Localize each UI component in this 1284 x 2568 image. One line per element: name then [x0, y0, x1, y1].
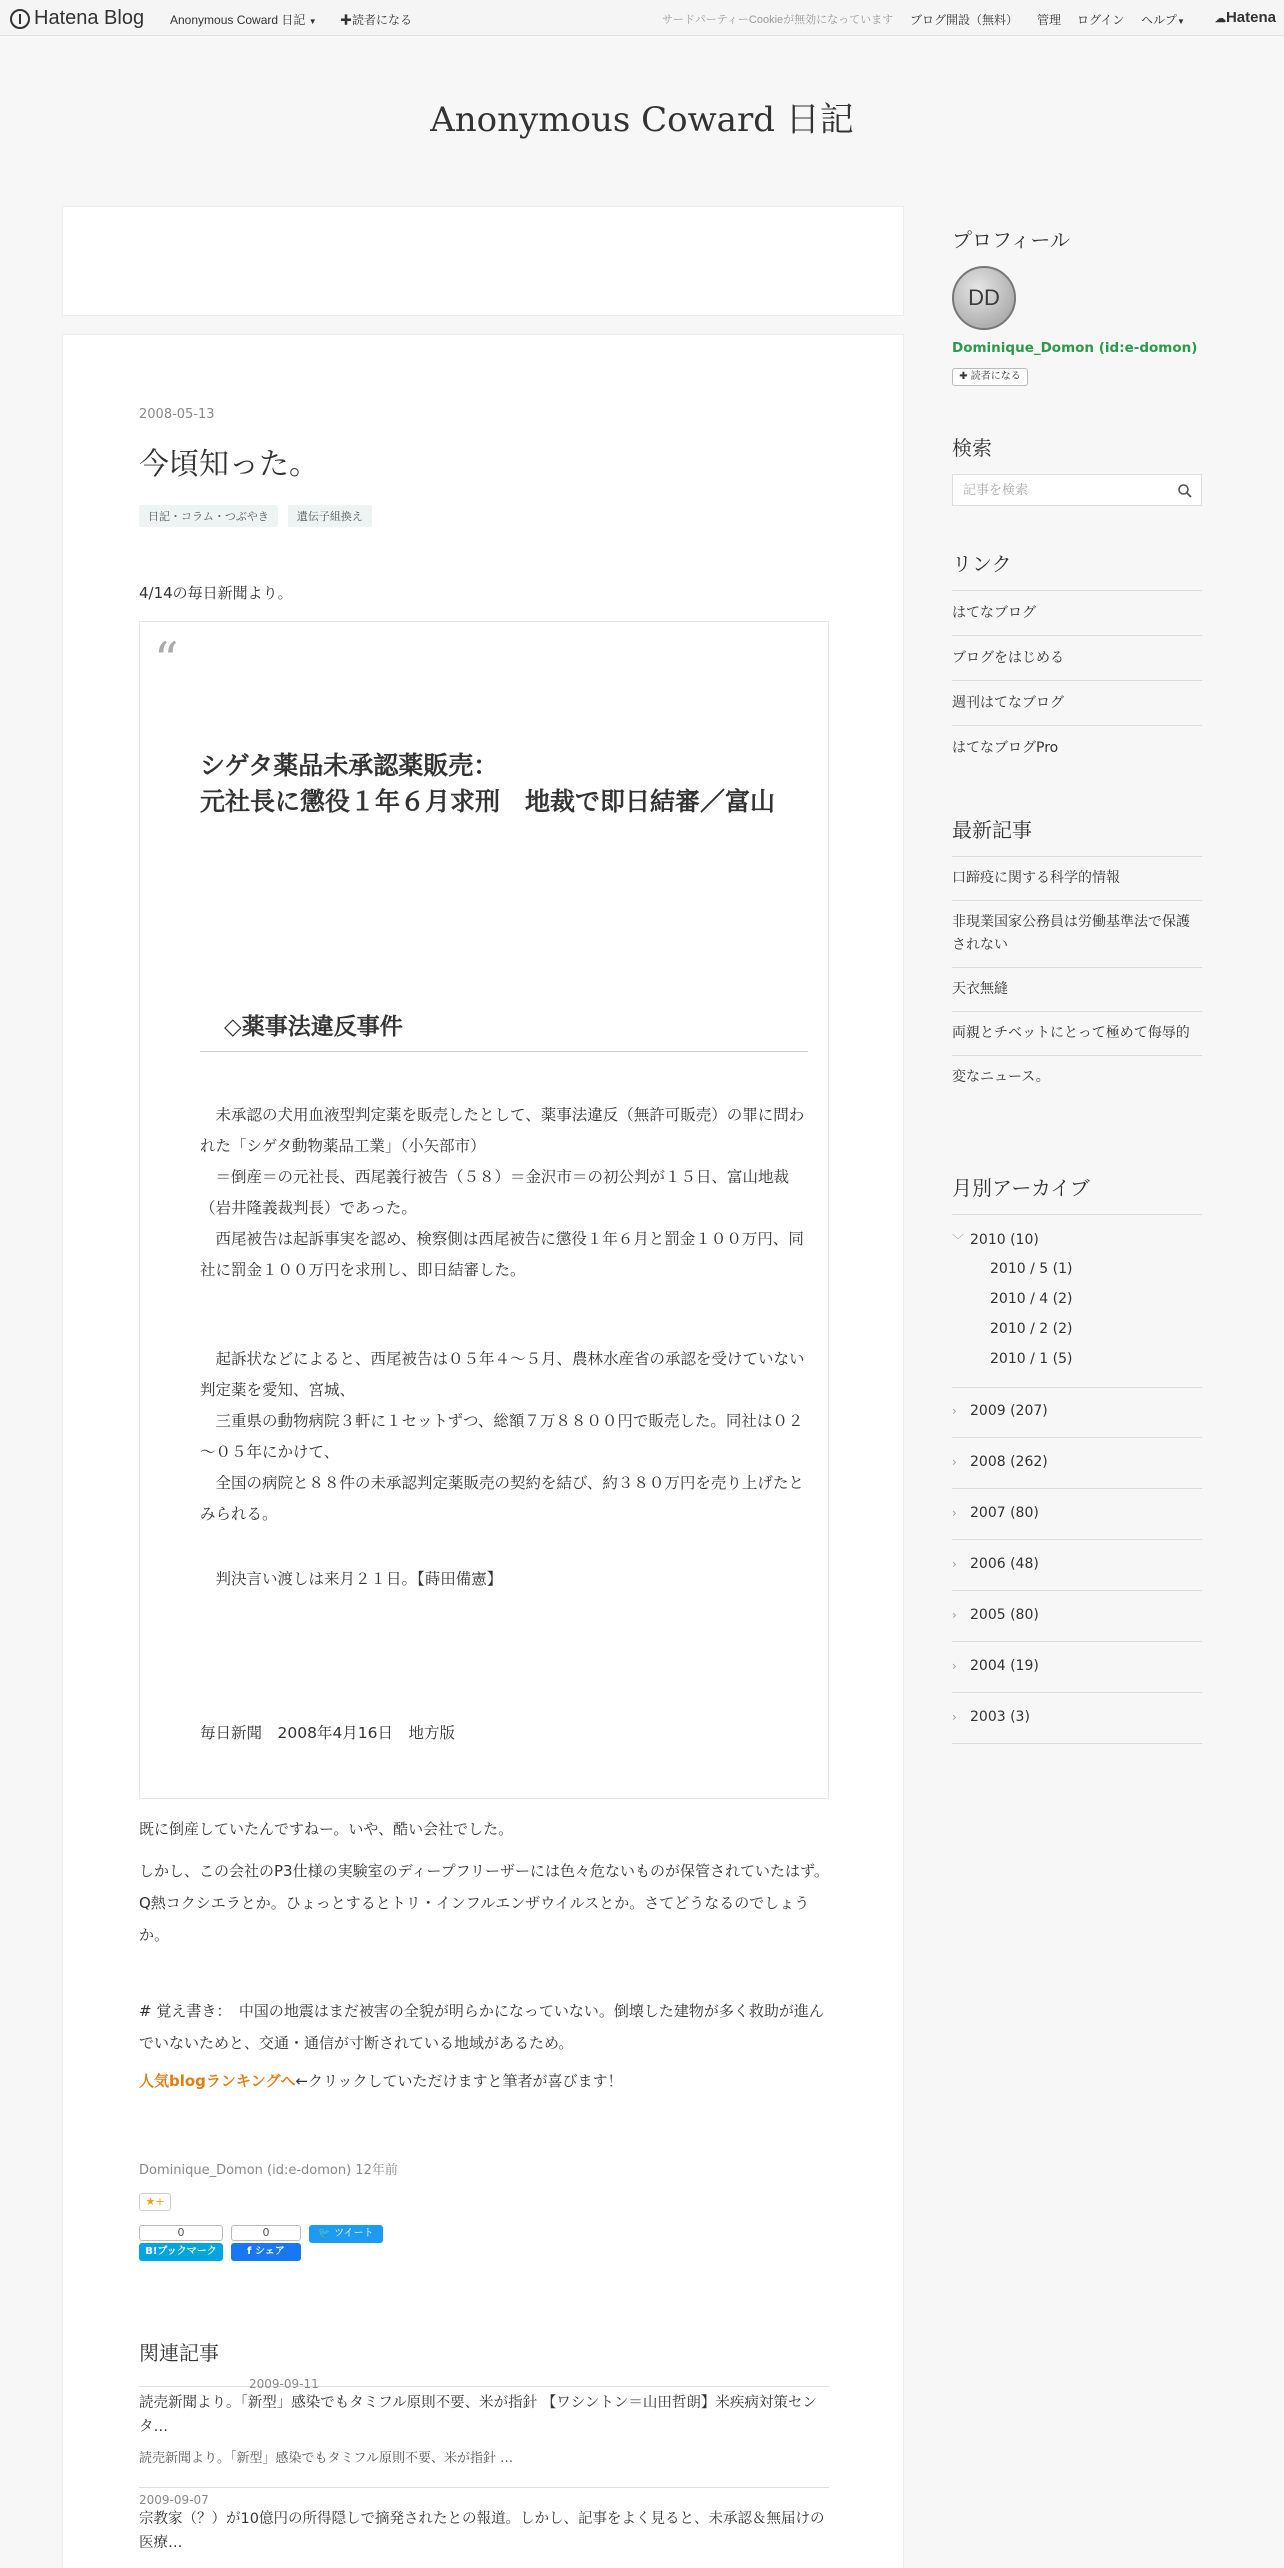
ranking-tail: ←クリックしていただけますと筆者が喜びます！ — [295, 2072, 623, 2090]
recent-item[interactable]: 天衣無縫 — [952, 967, 1202, 1011]
hatena-brand-link[interactable] — [1215, 9, 1276, 26]
admin-link[interactable]: 管理 — [1037, 13, 1062, 27]
recent-item[interactable]: 両親とチベットにとって極めて侮辱的 — [952, 1011, 1202, 1055]
related-date: 2009-09-11 — [249, 2377, 319, 2391]
blog-title[interactable]: Anonymous Coward 日記 — [430, 100, 854, 140]
related-title-text[interactable]: 読売新聞より。「新型」感染でもタミフル原則不要、米が指針 【ワシントン＝山田哲朗】米疾病対策センタ… — [139, 2395, 817, 2435]
archive-year-label: 2010 (10) — [970, 1232, 1039, 1248]
memo-paragraph: # 覚え書き： 中国の地震はまだ被害の全貌が明らかになっていない。倒壊した建物が多く救助が進んでいないためと、交通・通信が寸断されている地域があるため。 — [139, 2002, 824, 2052]
search-icon[interactable] — [1177, 483, 1193, 499]
recent-item[interactable]: 変なニュース。 — [952, 1055, 1202, 1099]
hatena-logo-icon — [10, 9, 30, 29]
archive-month[interactable]: 2010 / 5 (1) — [990, 1261, 1073, 1277]
blog-menu-label: Anonymous Coward 日記 — [170, 13, 306, 27]
chevron-right-icon: › — [952, 1455, 957, 1469]
link-item[interactable]: 週刊はてなブログ — [952, 680, 1202, 725]
archive-divider — [952, 1641, 1202, 1642]
link-item[interactable]: はてなブログ — [952, 590, 1202, 635]
share-buttons — [139, 2225, 383, 2261]
archive-year[interactable] — [952, 1454, 1202, 1470]
tweet-label: ツイート — [334, 2228, 374, 2239]
search-heading: 検索 — [952, 436, 992, 460]
related-title: 関連記事 — [139, 2341, 219, 2365]
facebook-count: 0 — [231, 2225, 301, 2241]
archive-year[interactable] — [952, 1403, 1202, 1419]
archive-list — [952, 1214, 1202, 1725]
archive-divider — [952, 1590, 1202, 1591]
facebook-label: f シェア — [231, 2243, 301, 2261]
hatena-cloud-icon: ☁ — [1214, 13, 1226, 25]
recent-item[interactable]: 非現業国家公務員は労働基準法で保護されない — [952, 900, 1202, 967]
archive-year-label: 2004 (19) — [970, 1658, 1039, 1674]
hatena-blog-logo[interactable] — [10, 7, 144, 30]
bookmark-count: 0 — [139, 2225, 223, 2241]
hatena-brand-text: Hatena — [1225, 9, 1276, 26]
category-tag[interactable]: 日記・コラム・つぶやき — [139, 505, 278, 527]
body-paragraph: 既に倒産していたんですねー。いや、酷い会社でした。 — [139, 1820, 514, 1838]
chevron-right-icon: › — [952, 1710, 957, 1724]
archive-year-label: 2007 (80) — [970, 1505, 1039, 1521]
archive-year-open[interactable] — [952, 1231, 1202, 1248]
archive-divider — [952, 1488, 1202, 1489]
related-snippet: 読売新聞より。「新型」感染でもタミフル原則不要、米が指針 … — [139, 2451, 514, 2466]
quote-paragraph: 判決言い渡しは来月２１日。【蒔田備憲】 — [200, 1570, 503, 1588]
related-divider — [139, 2487, 829, 2488]
search-input[interactable] — [953, 475, 1171, 505]
cookie-notice[interactable]: サードパーティーCookieが無効になっています — [662, 14, 894, 26]
link-item[interactable]: はてなブログPro — [952, 725, 1202, 770]
profile-heading: プロフィール — [952, 228, 1070, 252]
recent-heading: 最新記事 — [952, 818, 1032, 842]
quote-mark-icon: “ — [154, 632, 179, 688]
recent-item[interactable]: 口蹄疫に関する科学的情報 — [952, 856, 1202, 900]
related-item[interactable] — [139, 2493, 829, 2555]
archive-divider — [952, 1692, 1202, 1693]
archive-year[interactable] — [952, 1709, 1202, 1725]
archive-divider — [952, 1539, 1202, 1540]
archive-year[interactable] — [952, 1658, 1202, 1674]
help-menu[interactable] — [1141, 11, 1185, 28]
quote-paragraph: 起訴状などによると、西尾被告は０５年４～５月、農林水産省の承認を受けていない判定薬を愛知、宮城、 三重県の動物病院３軒に１セットずつ、総額７万８８００円で販売した。同社は０２～０５年にかけて、 全国の病院と８８件の未承認判定薬販売の契約を結び、約３８０万円を売り上げたとみられる。 — [200, 1350, 805, 1523]
entry-date[interactable]: 2008-05-13 — [139, 407, 215, 422]
quote-headline: シゲタ薬品未承認薬販売： 元社長に懲役１年６月求刑 地裁で即日結審／富山 — [200, 751, 776, 816]
chevron-right-icon: › — [952, 1608, 957, 1622]
related-title-text[interactable]: 宗教家（？）が10億円の所得隠しで摘発されたとの報道。しかし、記事をよく見ると、未承認＆無届けの医療… — [139, 2511, 825, 2551]
open-blog-link[interactable]: ブログ開設（無料） — [910, 13, 1019, 27]
quote-source: 毎日新聞 2008年4月16日 地方版 — [200, 1724, 456, 1742]
archive-year-label: 2005 (80) — [970, 1607, 1039, 1623]
ranking-link[interactable]: 人気blogランキングへ — [139, 2072, 296, 2090]
archive-year-label: 2008 (262) — [970, 1454, 1048, 1470]
related-item[interactable] — [139, 2377, 829, 2466]
subscribe-link[interactable]: ✚読者になる — [340, 13, 413, 27]
tweet-button[interactable] — [309, 2225, 383, 2243]
author-line[interactable]: Dominique_Domon (id:e-domon) 12年前 — [139, 2163, 398, 2178]
body-paragraph: しかし、この会社のP3仕様の実験室のディープフリーザーには色々危ないものが保管されていたはず。 Q熱コクシエラとか。ひょっとするとトリ・インフルエンザウイルスとか。さてどうなるのでしょうか。 — [139, 1862, 829, 1944]
archive-month[interactable]: 2010 / 2 (2) — [990, 1321, 1073, 1337]
archive-year-label: 2006 (48) — [970, 1556, 1039, 1572]
link-item[interactable]: ブログをはじめる — [952, 635, 1202, 680]
archive-divider — [952, 1743, 1202, 1744]
archive-year[interactable] — [952, 1505, 1202, 1521]
archive-divider — [952, 1437, 1202, 1438]
caret-down-icon: ▼ — [1177, 17, 1185, 26]
global-header — [0, 0, 1284, 36]
chevron-right-icon: › — [952, 1557, 957, 1571]
blockquote — [139, 621, 829, 1799]
ad-area — [62, 206, 904, 316]
chevron-right-icon: › — [952, 1506, 957, 1520]
intro-text: 4/14の毎日新聞より。 — [139, 584, 293, 602]
logo-text: Hatena Blog — [34, 7, 145, 29]
search-box — [952, 474, 1202, 506]
archive-year-label: 2003 (3) — [970, 1709, 1030, 1725]
archive-year[interactable] — [952, 1556, 1202, 1572]
entry-article — [62, 334, 904, 2568]
facebook-share-button[interactable] — [231, 2225, 301, 2261]
ranking-paragraph — [139, 2065, 829, 2097]
help-label: ヘルプ — [1141, 13, 1178, 27]
bookmark-label: B!ブックマーク — [139, 2243, 223, 2261]
archive-year[interactable] — [952, 1607, 1202, 1623]
caret-down-icon: ▼ — [308, 17, 317, 26]
recent-list — [952, 856, 1202, 1099]
entry-categories — [139, 505, 372, 527]
related-date: 2009-09-07 — [139, 2493, 209, 2507]
links-list — [952, 590, 1202, 770]
quote-subheading: ◇薬事法違反事件 — [200, 1008, 808, 1052]
follow-button[interactable]: ✚ 読者になる — [952, 368, 1028, 386]
avatar[interactable]: DD — [952, 266, 1016, 330]
archive-month[interactable]: 2010 / 4 (2) — [990, 1291, 1073, 1307]
chevron-right-icon: › — [952, 1404, 957, 1418]
login-link[interactable]: ログイン — [1077, 13, 1125, 27]
archive-month[interactable]: 2010 / 1 (5) — [990, 1351, 1073, 1367]
links-heading: リンク — [952, 552, 1012, 576]
twitter-bird-icon: 🐦 — [318, 2228, 331, 2239]
chevron-down-icon: ﹀ — [952, 1233, 965, 1247]
category-tag[interactable]: 遺伝子組換え — [288, 505, 372, 527]
chevron-right-icon: › — [952, 1659, 957, 1673]
profile-name-link[interactable]: Dominique_Domon (id:e-domon) — [952, 340, 1198, 356]
archive-divider — [952, 1387, 1202, 1388]
hatena-bookmark-button[interactable] — [139, 2225, 223, 2261]
add-star-button[interactable]: ★+ — [139, 2193, 171, 2211]
blog-menu[interactable] — [170, 11, 317, 28]
archive-year-label: 2009 (207) — [970, 1403, 1048, 1419]
quote-paragraph: 未承認の犬用血液型判定薬を販売したとして、薬事法違反（無許可販売）の罪に問われた「シゲタ動物薬品工業」（小矢部市） ＝倒産＝の元社長、西尾義行被告（５８）＝金沢市＝の初公判が１５日、富山地裁（岩井隆義裁判長）であった。 西尾被告は起訴事実を認め、検察側は西尾被告に懲役１年６月と罰金１００万円、同社に罰金１００万円を求刑し、即日結審した。 — [200, 1106, 805, 1279]
archive-heading: 月別アーカイブ — [952, 1176, 1090, 1200]
entry-title[interactable]: 今頃知った。 — [139, 447, 319, 482]
